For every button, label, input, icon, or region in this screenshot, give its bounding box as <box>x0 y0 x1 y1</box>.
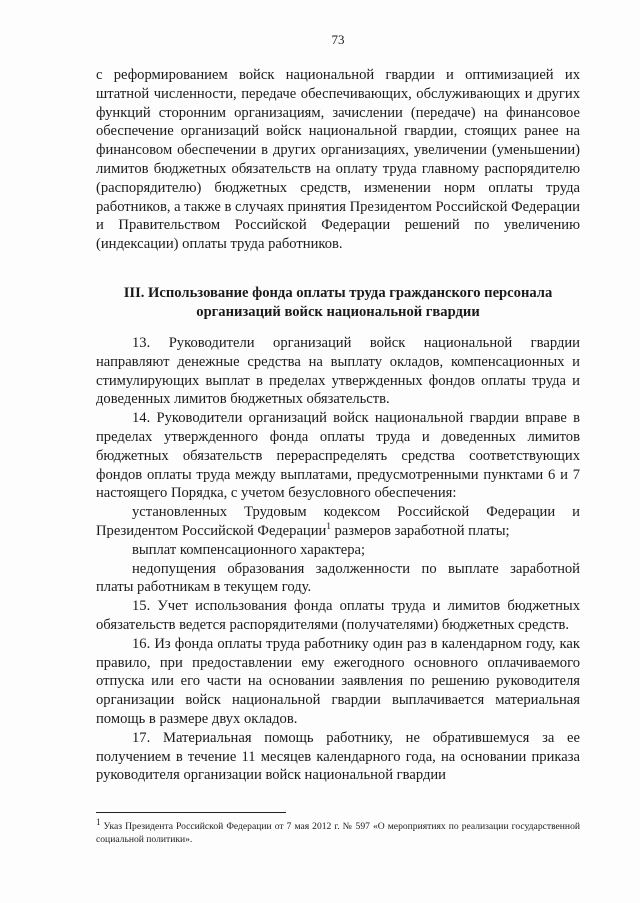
footnote-reference: 1 <box>326 521 331 532</box>
paragraph-17: 17. Материальная помощь работнику, не обратившемуся за ее получением в течение 11 месяцев календарного года, на основании приказа руководителя организации войск национальной гвардии <box>96 729 580 784</box>
footnote-mark: 1 <box>96 816 101 827</box>
paragraph-14-item-1 <box>96 503 580 541</box>
footnote-divider <box>96 812 286 813</box>
footnote <box>96 816 580 846</box>
footnote-text: Указ Президента Российской Федерации от 7 мая 2012 г. № 597 «О мероприятиях по реализации государственной социальной политики». <box>96 821 580 845</box>
paragraph-15: 15. Учет использования фонда оплаты труда и лимитов бюджетных обязательств ведется распорядителями (получателями) бюджетных средств. <box>96 598 580 633</box>
section-body <box>96 334 580 785</box>
paragraph-14-item-3: недопущения образования задолженности по выплате заработной платы работникам в текущем году. <box>96 560 580 596</box>
paragraph-14-item-2: выплат компенсационного характера; <box>132 541 366 558</box>
paragraph-14-item-1-text: установленных Трудовым кодексом Российской Федерации и Президентом Российской Федерации <box>96 504 580 539</box>
intro-paragraph <box>96 66 580 254</box>
paragraph-13: 13. Руководители организаций войск национальной гвардии направляют денежные средства на выплату окладов, компенсационных и стимулирующих выплат в пределах утвержденных фондов оплаты труда и доведенных лимитов бюджетных обязательств. <box>96 335 580 408</box>
section-heading: III. Использование фонда оплаты труда гражданского персонала организаций войск национальной гвардии <box>123 285 553 320</box>
intro-text: с реформированием войск национальной гвардии и оптимизацией их штатной численности, передаче обеспечивающих, обслуживающих и других функций сторонним организациям, зачислении (передаче) на финансовое обеспечение организаций войск национальной гвардии, стоящих ранее на финансовом обеспечении в других организациях, увеличении (уменьшении) лимитов бюджетных обязательств на оплату труда главному распорядителю (распорядителю) бюджетных средств, изменении норм оплаты труда работников, а также в случаях принятия Президентом Российской Федерации и Правительством Российской Федерации решений по увеличению (индексации) оплаты труда работников. <box>96 67 580 253</box>
paragraph-14: 14. Руководители организаций войск национальной гвардии вправе в пределах утвержденного фонда оплаты труда и доведенных лимитов бюджетных обязательств перераспределять средства соответствующих фондов оплаты труда между выплатами, предусмотренными пунктами 6 и 7 настоящего Порядка, с учетом безусловного обеспечения: <box>96 410 580 502</box>
paragraph-16: 16. Из фонда оплаты труда работнику один раз в календарном году, как правило, при предоставлении ему ежегодного основного оплачиваемого отпуска или его части на основании заявления по решению руководителя организации войск национальной гвардии выплачивается материальная помощь в размере двух окладов. <box>96 635 580 727</box>
paragraph-14-item-1-end: размеров заработной платы; <box>330 522 510 539</box>
page-number: 73 <box>331 32 345 47</box>
